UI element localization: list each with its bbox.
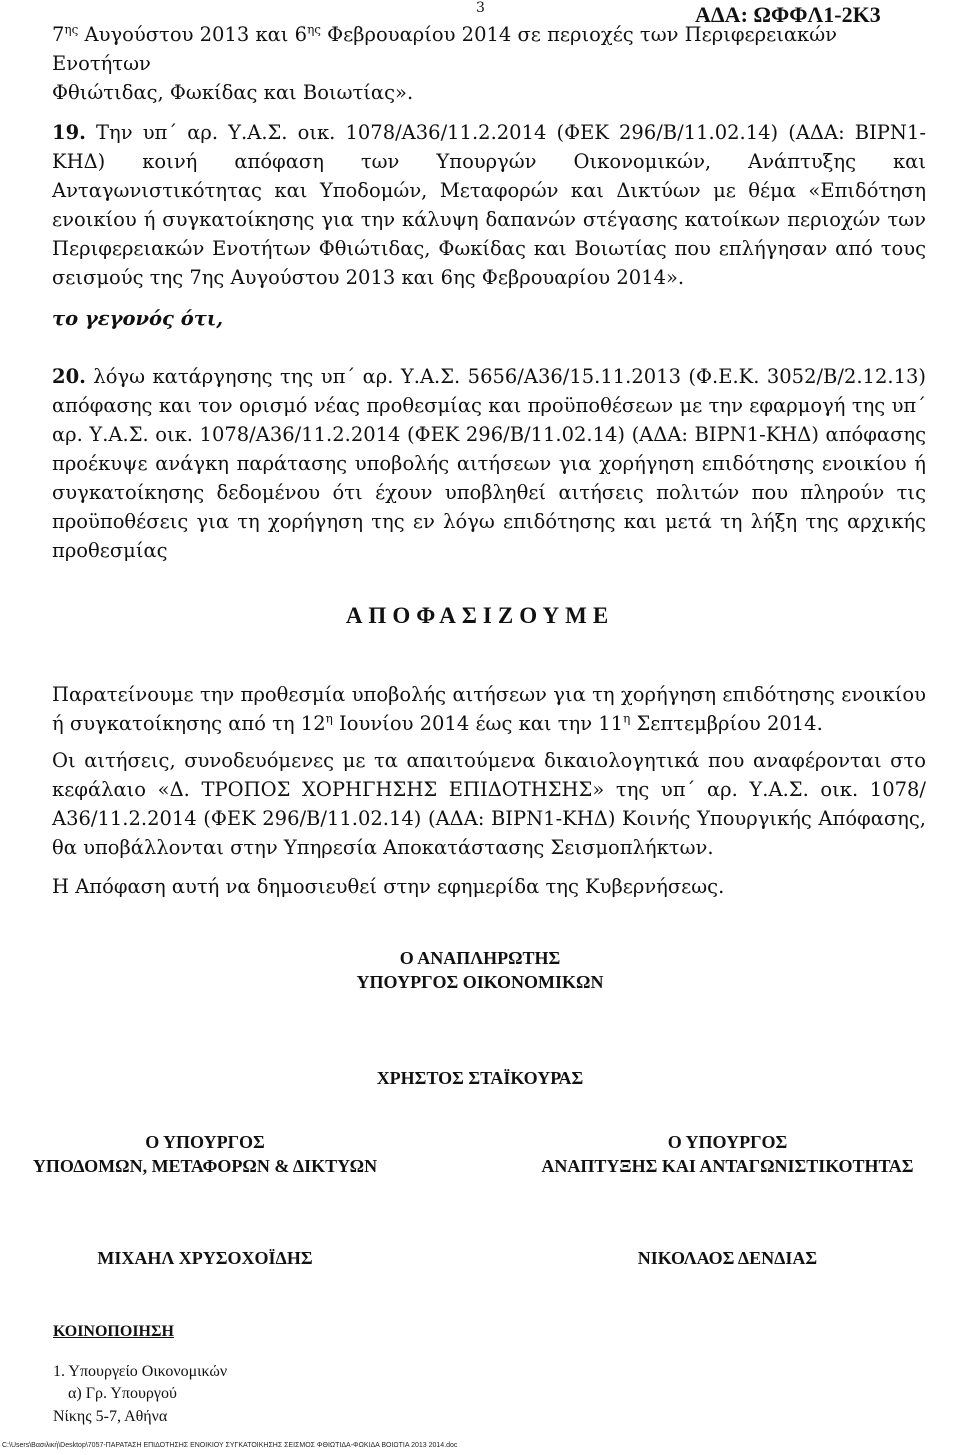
- item-number: 19.: [52, 121, 86, 144]
- right-minister-name: ΝΙΚΟΛΑΟΣ ΔΕΝΔΙΑΣ: [637, 1248, 818, 1268]
- decision-text: Παρατείνουμε την προθεσμία υποβολής αιτήσεων για τη χορήγηση επιδότησης ενοικίου ή συγκατοίκησης από τη 12: [52, 683, 926, 735]
- fact-heading: το γεγονός ότι,: [52, 307, 224, 330]
- item-text: Την υπ΄ αρ. Υ.Α.Σ. οικ. 1078/Α36/11.2.2014 (ΦΕΚ 296/Β/11.02.14) (ΑΔΑ: ΒΙΡΝ1-ΚΗΔ) κοινή απόφαση των Υπουργών Οικονομικών, Ανάπτυξης και Ανταγωνιστικότητας και Υποδομών, Μεταφορών και Δικτύων με θέμα «Επιδότηση ενοικίου ή συγκατοίκησης για την κάλυψη δαπανών στέγασης κατοίκων περιοχών των Περιφερειακών Ενοτήτων Φθιώτιδας, Φωκίδας και Βοιωτίας που επλήγησαν από τους σεισμούς της 7ης Αυγούστου 2013 και 6ης Φεβρουαρίου 2014».: [52, 121, 926, 289]
- intro-sup: ης: [64, 22, 79, 37]
- decision-paragraph-1: [52, 680, 926, 738]
- right-minister-role: Ο ΥΠΟΥΡΓΟΣ: [667, 1132, 788, 1152]
- ada-code: ΑΔΑ: ΩΦΦΛ1-2Κ3: [695, 2, 881, 27]
- page-number: 3: [476, 0, 485, 16]
- intro-paragraph: [52, 20, 926, 107]
- decision-title: ΑΠΟΦΑΣΙΖΟΥΜΕ: [345, 603, 615, 628]
- item-20: [52, 362, 926, 565]
- intro-text: Αυγούστου 2013 και 6: [78, 23, 308, 46]
- left-minister-name: ΜΙΧΑΗΛ ΧΡΥΣΟΧΟΪΔΗΣ: [97, 1248, 313, 1268]
- decision-sup: η: [325, 711, 333, 726]
- intro-sup: ης: [307, 22, 321, 37]
- left-minister-ministry: ΥΠΟΔΟΜΩΝ, ΜΕΤΑΦΟΡΩΝ & ΔΙΚΤΥΩΝ: [32, 1156, 378, 1176]
- decision-text: Σεπτεμβρίου 2014.: [630, 712, 823, 735]
- intro-text: Φεβρουαρίου 2014 σε περιοχές των Περιφερειακών Ενοτήτων: [52, 23, 837, 75]
- decision-text: Ιουνίου 2014 έως και την 11: [332, 712, 624, 735]
- deputy-ministry: ΥΠΟΥΡΓΟΣ ΟΙΚΟΝΟΜΙΚΩΝ: [356, 972, 604, 992]
- item-19: [52, 118, 926, 292]
- item-text: λόγω κατάργησης της υπ΄ αρ. Υ.Α.Σ. 5656/Α36/15.11.2013 (Φ.Ε.Κ. 3052/Β/2.12.13) απόφασης και τον ορισμό νέας προθεσμίας και προϋποθέσεων με την εφαρμογή της υπ΄ αρ. Υ.Α.Σ. οικ. 1078/Α36/11.2.2014 (ΦΕΚ 296/Β/11.02.14) (ΑΔΑ: ΒΙΡΝ1-ΚΗΔ) απόφασης προέκυψε ανάγκη παράτασης υποβολής αιτήσεων για χορήγηση επιδότησης ενοικίου ή συγκατοίκησης δεδομένου ότι έχουν υποβληθεί αιτήσεις πολιτών που πληρούν τις προϋποθέσεις για τη χορήγηση της εν λόγω επιδότησης και μετά τη λήξη της αρχικής προθεσμίας: [52, 365, 926, 562]
- notification-line: 1. Υπουργείο Οικονομικών: [53, 1363, 228, 1380]
- left-minister-role: Ο ΥΠΟΥΡΓΟΣ: [145, 1132, 265, 1152]
- decision-paragraph-2: Οι αιτήσεις, συνοδευόμενες με τα απαιτούμενα δικαιολογητικά που αναφέρονται στο κεφάλαιο «Δ. ΤΡΟΠΟΣ ΧΟΡΗΓΗΣΗΣ ΕΠΙΔΟΤΗΣΗΣ» της υπ΄ αρ. Υ.Α.Σ. οικ. 1078/Α36/11.2.2014 (ΦΕΚ 296/Β/11.02.14) (ΑΔΑ: ΒΙΡΝ1-ΚΗΔ) Κοινής Υπουργικής Απόφασης, θα υποβάλλονται στην Υπηρεσία Αποκατάστασης Σεισμοπλήκτων.: [52, 749, 926, 859]
- file-path-footer: C:\Users\Βασιλική\Desktop\7057-ΠΑΡΑΤΑΣΗ ΕΠΙΔΟΤΗΣΗΣ ΕΝΟΙΚΙΟΥ ΣΥΓΚΑΤΟΙΚΗΣΗΣ ΣΕΙΣΜΟΣ ΦΘΙΩΤΙΔΑ-ΦΩΚΙΔΑ ΒΟΙΩΤΙΑ 2013 2014.doc: [2, 1442, 458, 1449]
- intro-text: Φθιώτιδας, Φωκίδας και Βοιωτίας».: [52, 81, 414, 104]
- intro-text: 7: [52, 23, 65, 46]
- decision-sup: η: [623, 711, 631, 726]
- deputy-role: Ο ΑΝΑΠΛΗΡΩΤΗΣ: [399, 948, 561, 968]
- notification-line: Νίκης 5-7, Αθήνα: [53, 1408, 168, 1425]
- decision-paragraph-3: Η Απόφαση αυτή να δημοσιευθεί στην εφημερίδα της Κυβερνήσεως.: [52, 875, 725, 898]
- right-minister-ministry: ΑΝΑΠΤΥΞΗΣ ΚΑΙ ΑΝΤΑΓΩΝΙΣΤΙΚΟΤΗΤΑΣ: [541, 1156, 914, 1176]
- notification-line: α) Γρ. Υπουργού: [68, 1385, 177, 1402]
- item-number: 20.: [52, 365, 86, 388]
- notification-heading: ΚΟΙΝΟΠΟΙΗΣΗ: [53, 1323, 174, 1340]
- deputy-name: ΧΡΗΣΤΟΣ ΣΤΑΪΚΟΥΡΑΣ: [376, 1068, 584, 1088]
